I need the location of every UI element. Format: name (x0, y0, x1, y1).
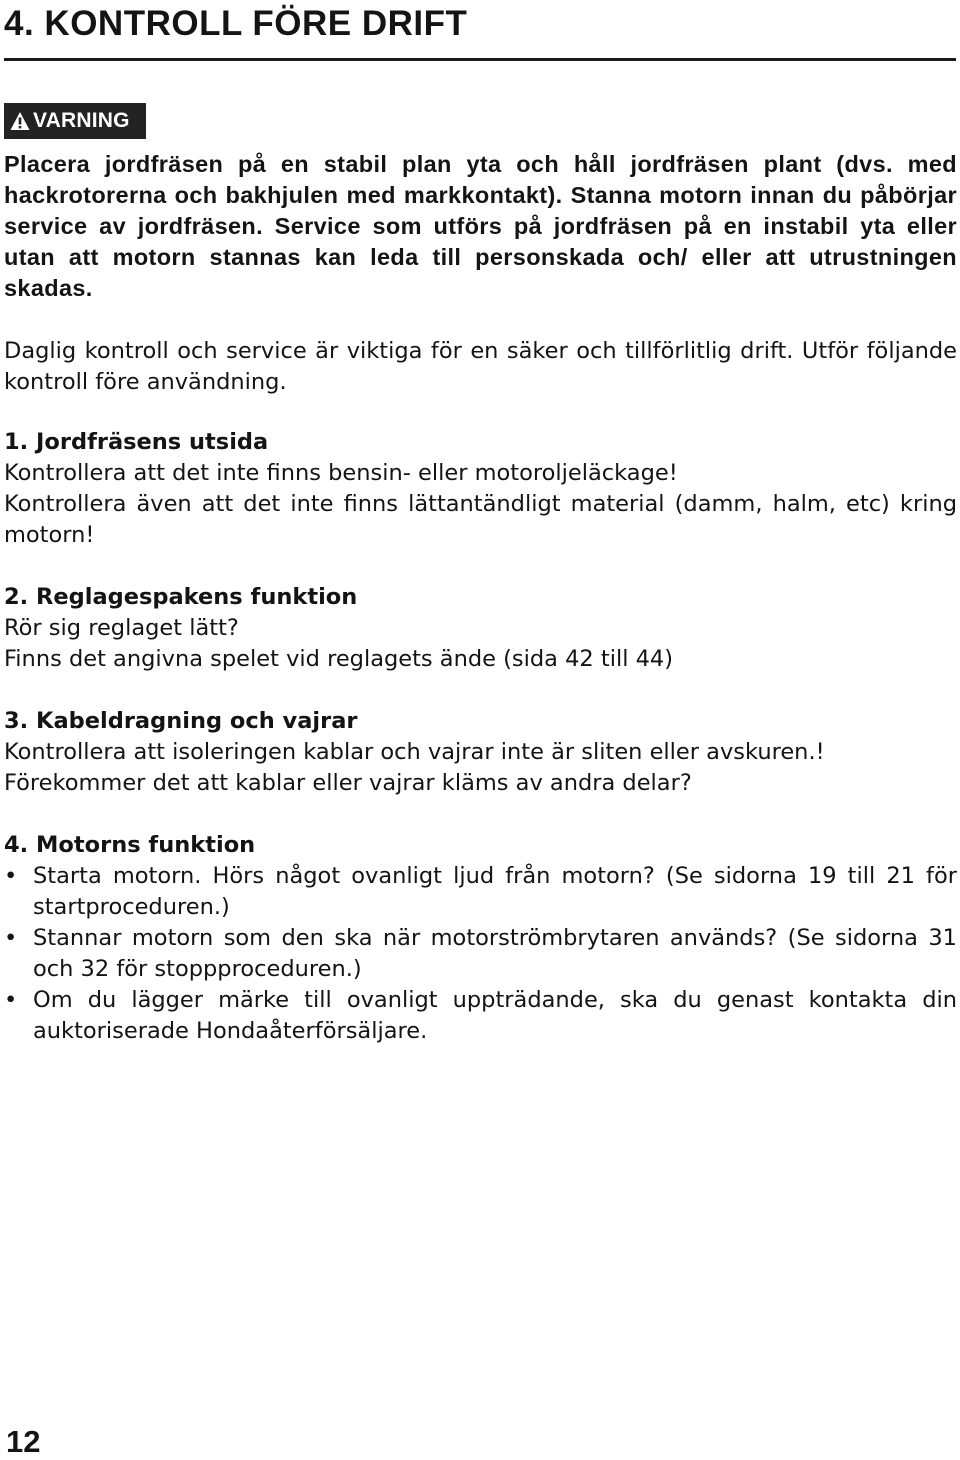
section-title: 1. Jordfräsens utsida (4, 429, 269, 455)
warning-text: Placera jordfräsen på en stabil plan yta och håll jordfräsen plant (dvs. med hackrotorerna och bakhjulen med markkontakt). Stanna motorn innan du påbörjar service av jordfräsen. Service som utförs på jordfräsen på en instabil yta eller utan att motorn stannas kan leda till personskada och/ eller att utrustningen skadas. (4, 151, 957, 301)
bullet-text: Stannar motorn som den ska när motorströmbrytaren används? (Se sidorna 31 och 32 för stoppproceduren.) (33, 925, 957, 982)
section-title: 4. Motorns funktion (4, 832, 256, 858)
bullet-text: Starta motorn. Hörs något ovanligt ljud från motorn? (Se sidorna 19 till 21 för startproceduren.) (33, 863, 957, 920)
bullet-dot-icon: • (4, 925, 18, 951)
bullet-dot-icon: • (4, 863, 18, 889)
section-engine-function (4, 830, 957, 1047)
section-exterior (4, 427, 957, 551)
warning-label: VARNING (33, 109, 130, 132)
section-line: Kontrollera att isoleringen kablar och vajrar inte är sliten eller avskuren.! (4, 739, 825, 765)
section-title: 3. Kabeldragning och vajrar (4, 708, 358, 734)
bullet-text: Om du lägger märke till ovanligt uppträdande, ska du genast kontakta din auktoriserade Hondaåterförsäljare. (33, 987, 957, 1044)
title-rule (4, 58, 956, 61)
section-control-lever (4, 582, 957, 675)
list-item (4, 923, 957, 985)
section-line: Förekommer det att kablar eller vajrar kläms av andra delar? (4, 770, 692, 796)
intro-paragraph: Daglig kontroll och service är viktiga för en säker och tillförlitlig drift. Utför följande kontroll före användning. (4, 338, 957, 395)
bullet-dot-icon: • (4, 987, 18, 1013)
section-line: Rör sig reglaget lätt? (4, 615, 239, 641)
section-line: Kontrollera att det inte finns bensin- eller motoroljeläckage! (4, 460, 678, 486)
list-item (4, 985, 957, 1047)
list-item (4, 861, 957, 923)
warning-triangle-icon (10, 111, 30, 131)
chapter-title: 4. KONTROLL FÖRE DRIFT (4, 4, 468, 43)
section-line: Finns det angivna spelet vid reglagets ände (sida 42 till 44) (4, 646, 674, 672)
bullet-list (4, 861, 957, 1047)
section-cables (4, 706, 957, 799)
page-number: 12 (6, 1424, 41, 1459)
warning-badge (4, 103, 146, 139)
section-line: Kontrollera även att det inte finns lättantändligt material (damm, halm, etc) kring motorn! (4, 491, 957, 548)
section-title: 2. Reglagespakens funktion (4, 584, 358, 610)
